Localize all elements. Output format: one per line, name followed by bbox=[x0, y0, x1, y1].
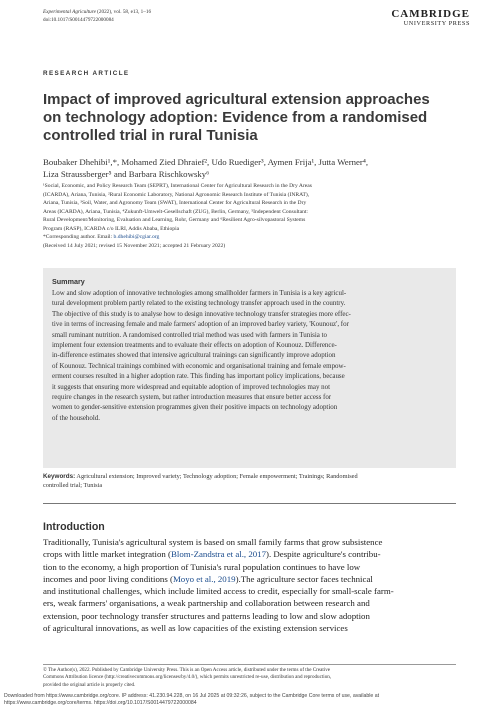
intro-text: crops with little market integration ( bbox=[43, 549, 171, 560]
affiliations bbox=[43, 182, 463, 242]
article-title bbox=[43, 91, 463, 145]
intro-text: ).The agriculture sector faces technical bbox=[235, 573, 373, 584]
summary-box bbox=[43, 268, 456, 468]
keywords-label: Keywords: bbox=[43, 473, 76, 480]
citation-link[interactable]: Blom-Zandstra et al., 2017 bbox=[170, 549, 267, 560]
author-line bbox=[43, 156, 463, 168]
summary-line: tive in terms of increasing female and male farmers' adoption of an improved barley variety, 'Kounouz', for bbox=[52, 320, 349, 329]
summary-heading: Summary bbox=[52, 277, 85, 286]
intro-line: tion to the economy, a high proportion of Tunisia's rural population continues to have low bbox=[43, 561, 361, 572]
publisher-logo-line1: CAMBRIDGE bbox=[391, 8, 470, 20]
publisher-logo-line2: UNIVERSITY PRESS bbox=[403, 20, 470, 27]
journal-header bbox=[43, 8, 151, 24]
intro-line: ers, weak farmers' organisations, a weak partnership and collaboration between research and bbox=[43, 598, 370, 609]
intro-line bbox=[43, 573, 463, 585]
footer-divider bbox=[43, 664, 456, 665]
received-dates: (Received 14 July 2021; revised 15 November 2021; accepted 21 February 2022) bbox=[43, 243, 226, 249]
copyright-line: Commons Attribution licence (http://creativecommons.org/licenses/by/4.0/), which permits unrestricted re-use, distribution and reproduction, bbox=[43, 674, 332, 681]
keywords-line: controlled trial; Tunisia bbox=[43, 482, 103, 489]
journal-name: Experimental Agriculture bbox=[43, 9, 96, 15]
intro-line: extension, poor technology transfer structures and patterns leading to low and slow adoption bbox=[43, 610, 370, 621]
download-line: Downloaded from https://www.cambridge.org/core. IP address: 41.230.94.228, on 16 Jul 2025 at 09:32:26, subject to the Cambridge Core terms of use, available at bbox=[4, 693, 380, 699]
corresponding-prefix: *Corresponding author. Email: bbox=[43, 234, 114, 240]
affiliation-line: Ariana, Tunisia, ³Soil, Water, and Agronomy Team (SWAT), International Center for Agricultural Research in the Dry bbox=[43, 200, 307, 206]
title-line: on technology adoption: Evidence from a randomised bbox=[43, 109, 428, 126]
keywords bbox=[43, 472, 463, 490]
affiliation-line: Areas (ICARDA), Ariana, Tunisia, ⁴Zukunft-Umwelt-Gesellschaft (ZUG), Berlin, Germany, ⁵Independent Consultant: bbox=[43, 208, 308, 215]
summary-line: require changes in the research system, but rather introduction measures that ensure better access for bbox=[52, 393, 332, 402]
download-notice bbox=[4, 693, 496, 707]
copyright-line: © The Author(s), 2022. Published by Cambridge University Press. This is an Open Access article, distributed under the terms of the Creative bbox=[43, 667, 331, 673]
journal-citation: (2022), vol. 58, e13, 1–16 bbox=[95, 9, 152, 15]
journal-doi[interactable]: doi:10.1017/S0014479722000084 bbox=[43, 17, 114, 23]
affiliation-line: Rural Development/Monitoring, Evaluation and Learning, Rohr, Germany and ⁶Resilient Agro-silvopastoral Systems bbox=[43, 217, 306, 223]
summary-line: it suggests that ensuring more widespread and equitable adoption of improved technologies may not bbox=[52, 382, 331, 391]
intro-text: ). Despite agriculture's contribu- bbox=[266, 549, 381, 560]
copyright-line: provided the original article is properly cited. bbox=[43, 681, 136, 688]
corresponding-email-link[interactable]: b.dhehibi@cgiar.org bbox=[113, 234, 160, 240]
introduction-heading: Introduction bbox=[43, 521, 105, 533]
summary-line: Low and slow adoption of innovative technologies among smallholder farmers in Tunisia is a key agricul- bbox=[52, 289, 347, 297]
summary-body bbox=[52, 288, 452, 423]
introduction-body bbox=[43, 536, 463, 634]
summary-line: of the household. bbox=[52, 413, 100, 422]
intro-line: Traditionally, Tunisia's agricultural system is based on small family farms that grow subsistence bbox=[43, 537, 383, 547]
keywords-line bbox=[43, 472, 463, 481]
author-list bbox=[43, 156, 463, 180]
corresponding-author bbox=[43, 233, 463, 242]
intro-line bbox=[43, 548, 463, 560]
summary-line: erment courses resulted in a higher adoption rate. This finding has important policy implications, because bbox=[52, 372, 345, 381]
title-line: controlled trial in rural Tunisia bbox=[43, 127, 258, 144]
affiliation-line: ¹Social, Economic, and Policy Research Team (SEPRT), International Center for Agricultural Research in the Dry Areas bbox=[43, 183, 312, 189]
author-line: Liza Straussberger⁵ and Barbara Rischkowsky⁶ bbox=[43, 169, 210, 179]
intro-line: and institutional challenges, which include limited access to credit, especially for small-scale farm- bbox=[43, 586, 394, 597]
copyright-notice bbox=[43, 667, 463, 689]
title-line: Impact of improved agricultural extension approaches bbox=[43, 91, 430, 108]
summary-line: women to gender-sensitive extension programmes given their positive impacts on technology adoption bbox=[52, 403, 338, 412]
summary-line: of Kounouz. Technical trainings combined with economic and organisational training and female empow- bbox=[52, 361, 346, 370]
article-type-label: RESEARCH ARTICLE bbox=[43, 70, 130, 77]
intro-text: incomes and poor living conditions ( bbox=[43, 573, 173, 584]
summary-line: The objective of this study is to analyse how to design innovative technology transfer strategies more effec- bbox=[52, 309, 351, 318]
section-divider bbox=[43, 503, 456, 504]
download-line[interactable]: https://www.cambridge.org/core/terms. https://doi.org/10.1017/S0014479722000084 bbox=[4, 700, 197, 706]
affiliation-line: Program (RASP), ICARDA c/o ILRI, Addis Ababa, Ethiopia bbox=[43, 225, 180, 232]
summary-line: tural development problem partly related to the existing technology transfer approach used in the country. bbox=[52, 299, 346, 308]
author-line-text: Boubaker Dhehibi¹,*, Mohamed Zied Dhraief², Udo Ruediger³, Aymen Frija¹, Jutta Werner⁴, bbox=[43, 157, 369, 167]
citation-link[interactable]: Moyo et al., 2019 bbox=[172, 573, 236, 584]
summary-line: implement four extension treatments and to evaluate their effects on adoption of Kounouz. Difference- bbox=[52, 341, 337, 350]
keywords-text: Agricultural extension; Improved variety; Technology adoption; Female empowerment; Trainings; Randomised bbox=[75, 473, 358, 480]
intro-line: of agricultural innovations, as well as low capacities of the existing extension services bbox=[43, 623, 348, 634]
summary-line: in-difference estimates showed that intensive agricultural trainings can significantly improve adoption bbox=[52, 351, 336, 360]
summary-line: small ruminant nutrition. A randomised controlled trial method was used with farmers in Tunisia to bbox=[52, 330, 327, 339]
affiliation-line: (ICARDA), Ariana, Tunisia, ²Rural Economic Laboratory, National Agronomic Research Institute of Tunisia (INRAT), bbox=[43, 191, 310, 198]
publisher-logo bbox=[391, 8, 470, 28]
